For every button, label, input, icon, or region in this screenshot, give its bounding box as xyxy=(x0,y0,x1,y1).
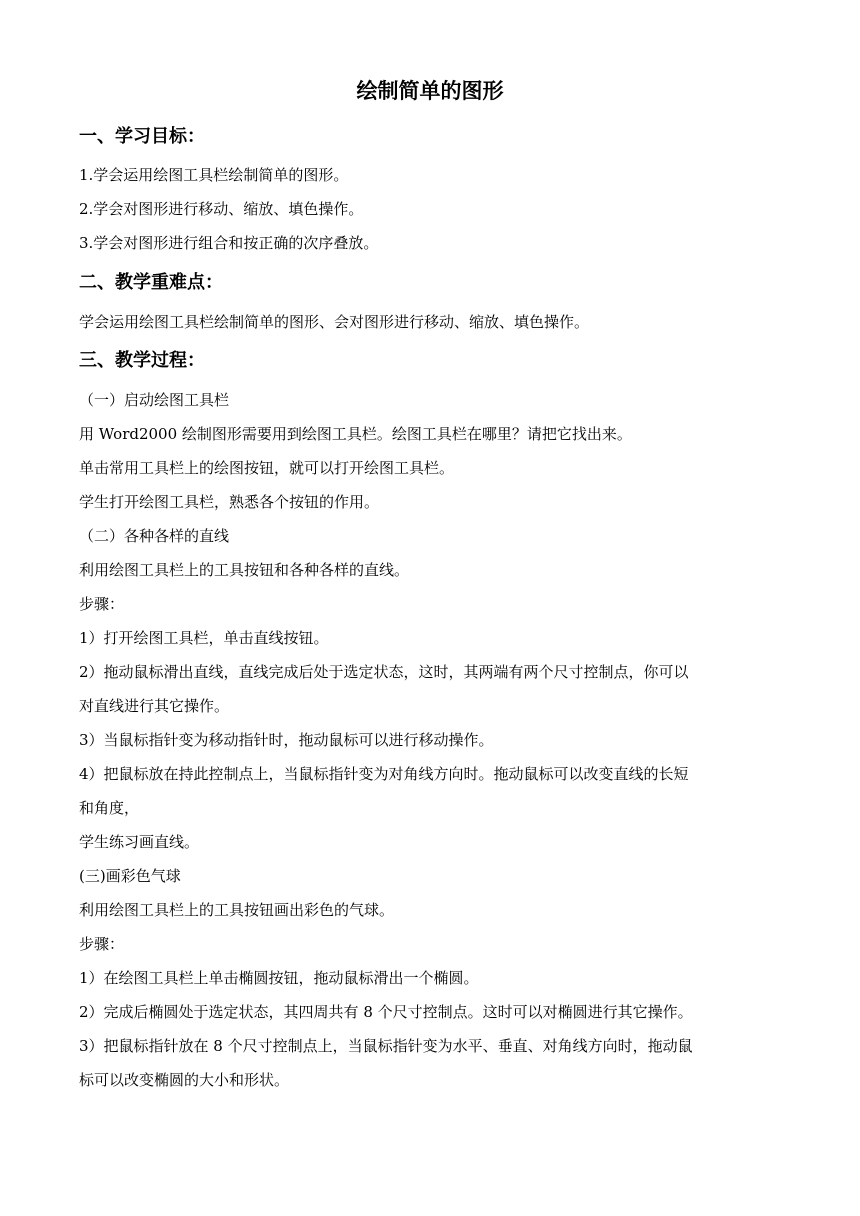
paragraph-line: 2.学会对图形进行移动、缩放、填色操作。 xyxy=(79,200,364,218)
subsection-heading: （一）启动绘图工具栏 xyxy=(79,391,230,409)
section-heading-teaching-process: 三、教学过程： xyxy=(79,350,205,371)
step-item: 1）打开绘图工具栏，单击直线按钮。 xyxy=(79,629,329,647)
subsection-heading: （二）各种各样的直线 xyxy=(79,527,230,545)
paragraph-line: 3.学会对图形进行组合和按正确的次序叠放。 xyxy=(79,234,379,252)
step-item: 2）拖动鼠标滑出直线，直线完成后处于选定状态，这时，其两端有两个尺寸控制点，你可以 xyxy=(79,663,689,681)
paragraph-line: 用 Word2000 绘制图形需要用到绘图工具栏。绘图工具栏在哪里？请把它找出来。 xyxy=(79,425,632,443)
paragraph-line: 单击常用工具栏上的绘图按钮，就可以打开绘图工具栏。 xyxy=(79,459,455,477)
section-heading-key-points: 二、教学重难点： xyxy=(79,272,223,293)
step-item: 3）把鼠标指针放在 8 个尺寸控制点上，当鼠标指针变为水平、垂直、对角线方向时，拖动鼠 xyxy=(79,1037,693,1055)
step-item-continued: 标可以改变椭圆的大小和形状。 xyxy=(79,1071,290,1089)
paragraph-line: 学生练习画直线。 xyxy=(79,833,200,851)
step-item: 4）把鼠标放在持此控制点上，当鼠标指针变为对角线方向时。拖动鼠标可以改变直线的长短 xyxy=(79,765,689,783)
steps-label: 步骤： xyxy=(79,595,125,613)
step-item-continued: 对直线进行其它操作。 xyxy=(79,697,230,715)
step-item: 3）当鼠标指针变为移动指针时，拖动鼠标可以进行移动操作。 xyxy=(79,731,494,749)
section-heading-learning-goals: 一、学习目标： xyxy=(79,126,205,147)
step-item: 1）在绘图工具栏上单击椭圆按钮，拖动鼠标滑出一个椭圆。 xyxy=(79,969,479,987)
paragraph-line: 利用绘图工具栏上的工具按钮和各种各样的直线。 xyxy=(79,561,410,579)
paragraph-line: 学生打开绘图工具栏，熟悉各个按钮的作用。 xyxy=(79,493,380,511)
steps-label: 步骤： xyxy=(79,935,125,953)
document-title: 绘制简单的图形 xyxy=(356,79,504,103)
paragraph-line: 1.学会运用绘图工具栏绘制简单的图形。 xyxy=(79,166,349,184)
paragraph-line: 利用绘图工具栏上的工具按钮画出彩色的气球。 xyxy=(79,901,395,919)
paragraph-line: 学会运用绘图工具栏绘制简单的图形、会对图形进行移动、缩放、填色操作。 xyxy=(79,313,590,331)
step-item: 2）完成后椭圆处于选定状态，其四周共有 8 个尺寸控制点。这时可以对椭圆进行其它操作。 xyxy=(79,1003,693,1021)
subsection-heading: (三)画彩色气球 xyxy=(79,867,181,885)
step-item-continued: 和角度， xyxy=(79,799,140,817)
